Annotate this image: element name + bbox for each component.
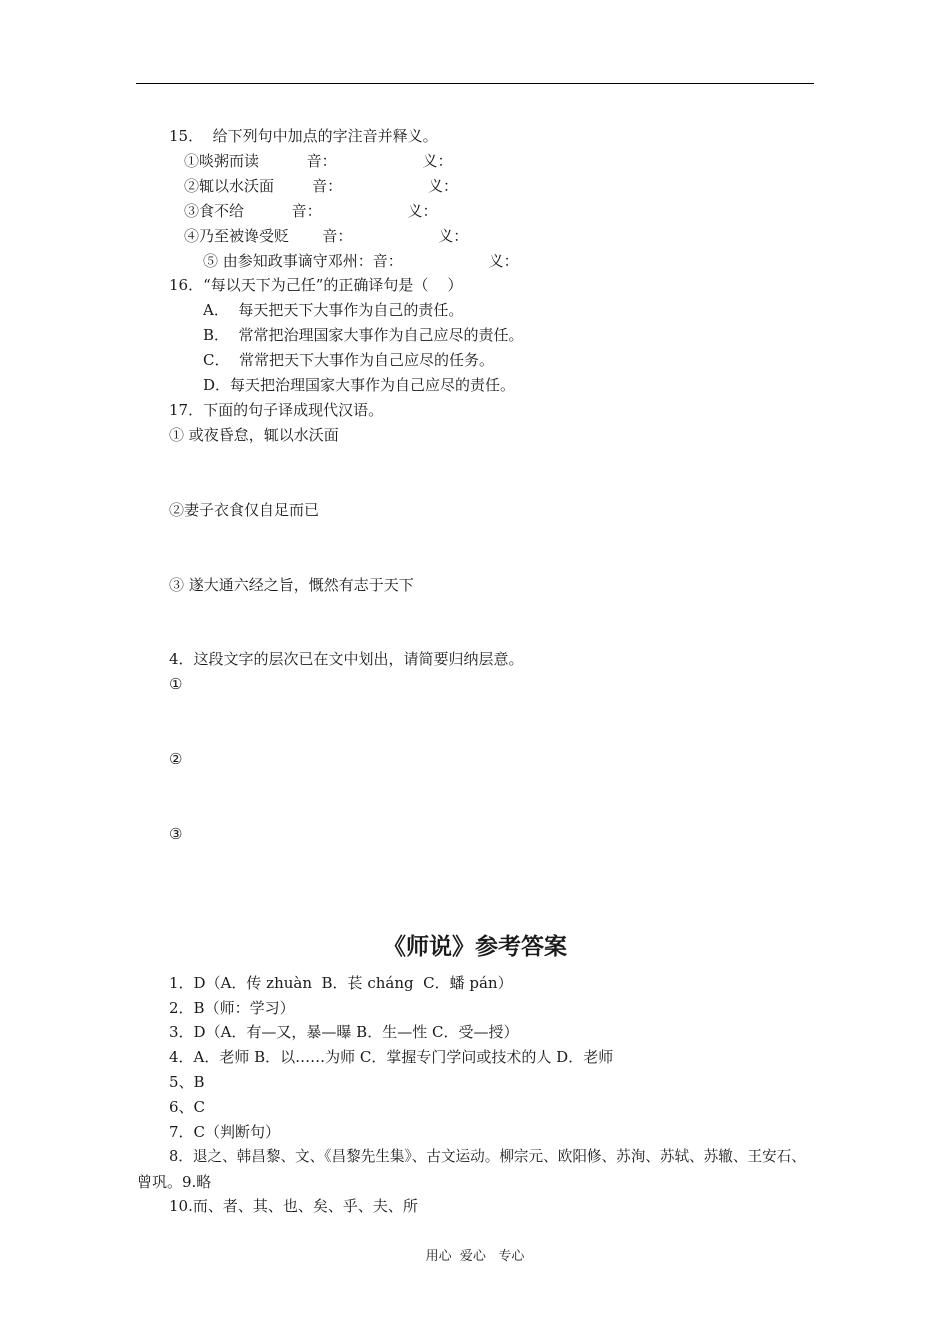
answer-line-8-cont: 曾巩。9.略: [137, 1173, 212, 1191]
q16-option-a: A． 每天把天下大事作为自己的责任。: [203, 301, 464, 319]
q15-item-4: ④乃至被谗受贬 音： 义：: [184, 227, 469, 245]
q16-stem: 16．“每以天下为己任”的正确译句是（ ）: [169, 276, 463, 294]
q15-stem: 15． 给下列句中加点的字注音并释义。: [169, 127, 438, 145]
q17-item-1: ① 或夜昏怠，辄以水沃面: [169, 426, 339, 444]
header-rule: [136, 83, 814, 84]
q17-item-2: ②妻子衣食仅自足而已: [169, 501, 320, 519]
q17-item-3: ③ 遂大通六经之旨，慨然有志于天下: [169, 576, 414, 594]
answer-line-5: 5、B: [169, 1073, 205, 1091]
page-footer: 用心 爱心 专心: [425, 1249, 525, 1264]
q15-item-5: ⑤ 由参知政事谪守邓州：音： 义：: [203, 252, 519, 270]
answer-line-6: 6、C: [169, 1098, 206, 1116]
answer-line-4: 4．A．老师 B．以……为师 C．掌握专门学问或技术的人 D．老师: [169, 1048, 614, 1066]
q16-option-b: B． 常常把治理国家大事作为自己应尽的责任。: [203, 326, 524, 344]
q16-option-c: C． 常常把天下大事作为自己应尽的任务。: [203, 351, 495, 369]
answers-title: 《师说》参考答案: [383, 934, 567, 960]
q15-item-2: ②辄以水沃面 音： 义：: [184, 177, 458, 195]
answer-line-2: 2．B（师：学习）: [169, 999, 295, 1017]
q4-item-2: ②: [169, 750, 183, 768]
q15-item-1: ①啖粥而读 音： 义：: [184, 152, 453, 170]
q4-stem: 4．这段文字的层次已在文中划出，请简要归纳层意。: [169, 650, 524, 668]
q15-item-3: ③食不给 音： 义：: [184, 202, 438, 220]
q4-item-1: ①: [169, 675, 183, 693]
answer-line-3: 3．D（A．有—又，暴—曝 B．生—性 C．受—授）: [169, 1023, 519, 1041]
q4-item-3: ③: [169, 825, 183, 843]
answer-line-8: 8．退之、韩昌黎、文、《昌黎先生集》、古文运动。柳宗元、欧阳修、苏洵、苏轼、苏辙、王安石、: [169, 1148, 806, 1165]
answer-line-10: 10.而、者、其、也、矣、乎、夫、所: [169, 1197, 418, 1215]
q16-option-d: D．每天把治理国家大事作为自己应尽的责任。: [203, 376, 516, 394]
q17-stem: 17．下面的句子译成现代汉语。: [169, 401, 384, 419]
answer-line-1: 1．D（A．传 zhuàn B．苌 cháng C．蟠 pán）: [169, 974, 513, 992]
answer-line-7: 7．C（判断句）: [169, 1123, 281, 1141]
